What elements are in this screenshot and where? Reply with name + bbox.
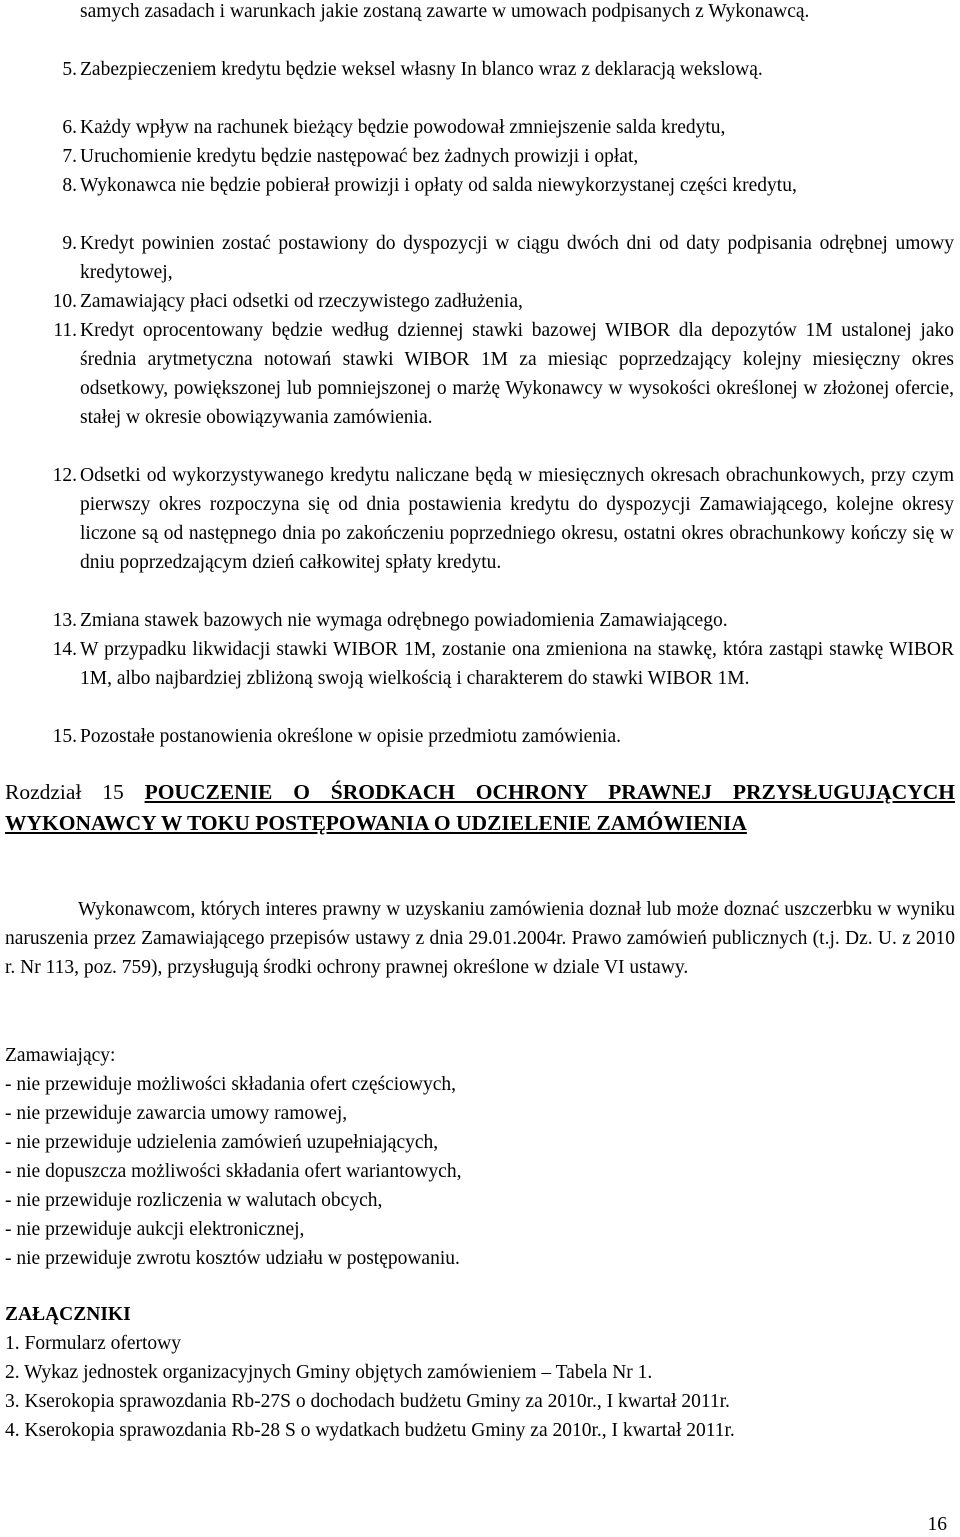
item-number: 9. — [62, 233, 77, 254]
item-text: Zamawiający płaci odsetki od rzeczywistego zadłużenia, — [80, 291, 523, 312]
item-number: 15. — [52, 726, 77, 747]
list-item — [0, 113, 960, 142]
item-text: Uruchomienie kredytu będzie następować bez żadnych prowizji i opłat, — [80, 146, 639, 167]
item-text: Każdy wpływ na rachunek bieżący będzie powodował zmniejszenie salda kredytu, — [80, 117, 726, 138]
item-text: Zmiana stawek bazowych nie wymaga odrębnego powiadomienia Zamawiającego. — [80, 610, 728, 631]
list-item: 3. Kserokopia sprawozdania Rb-27S o dochodach budżetu Gminy za 2010r., I kwartał 2011r. — [5, 1391, 730, 1412]
zamawiajacy-list — [5, 1070, 461, 1273]
list-item: 4. Kserokopia sprawozdania Rb-28 S o wydatkach budżetu Gminy za 2010r., I kwartał 2011r. — [5, 1420, 735, 1441]
item-number: 11. — [53, 320, 77, 341]
item-number: 12. — [52, 465, 77, 486]
continuation-text: samych zasadach i warunkach jakie zostaną zawarte w umowach podpisanych z Wykonawcą. — [80, 1, 810, 22]
list-item: - nie przewiduje aukcji elektronicznej, — [5, 1219, 305, 1240]
list-item: - nie przewiduje zawarcia umowy ramowej, — [5, 1103, 348, 1124]
item-text: Wykonawca nie będzie pobierał prowizji i opłaty od salda niewykorzystanej części kredytu, — [80, 175, 797, 196]
list-item — [0, 229, 960, 287]
list-item — [0, 142, 960, 171]
item-number: 5. — [62, 59, 77, 80]
list-item: - nie przewiduje rozliczenia w walutach obcych, — [5, 1190, 383, 1211]
item-number: 7. — [62, 146, 77, 167]
page-number: 16 — [927, 1514, 947, 1535]
item-text: Odsetki od wykorzystywanego kredytu naliczane będą w miesięcznych okresach obrachunkowych, przy czym pierwszy okres rozpoczyna się od dnia postawienia kredytu do dyspozycji Zamawiającego, kolejne okresy liczone są od następnego dnia po zakończeniu poprzedniego okresu, ostatni okres obrachunkowy kończy się w dniu poprzedzającym dzień całkowitej spłaty kredytu. — [80, 465, 954, 573]
item-number: 8. — [62, 175, 77, 196]
chapter-heading — [5, 777, 955, 839]
chapter-number: Rozdział 15 — [5, 780, 124, 804]
list-item: - nie dopuszcza możliwości składania ofert wariantowych, — [5, 1161, 462, 1182]
list-item — [0, 722, 960, 751]
item-number: 13. — [52, 610, 77, 631]
item-number: 6. — [62, 117, 77, 138]
zamawiajacy-heading: Zamawiający: — [5, 1045, 116, 1066]
list-item: - nie przewiduje zwrotu kosztów udziału w postępowaniu. — [5, 1248, 460, 1269]
item-number: 14. — [52, 639, 77, 660]
attachments-list — [5, 1329, 735, 1445]
list-item: - nie przewiduje udzielenia zamówień uzupełniających, — [5, 1132, 439, 1153]
legal-remedies-paragraph: Wykonawcom, których interes prawny w uzyskaniu zamówienia doznał lub może doznać uszczerbku w wyniku naruszenia przez Zamawiającego przepisów ustawy z dnia 29.01.2004r. Prawo zamówień publicznych (t.j. Dz. U. z 2010 r. Nr 113, poz. 759), przysługują środki ochrony prawnej określone w dziale VI ustawy. — [5, 899, 955, 978]
item-text: Zabezpieczeniem kredytu będzie weksel własny In blanco wraz z deklaracją wekslową. — [80, 59, 763, 80]
list-item — [0, 635, 960, 693]
list-item: 1. Formularz ofertowy — [5, 1333, 181, 1354]
item-text: Kredyt oprocentowany będzie według dziennej stawki bazowej WIBOR dla depozytów 1M ustalonej jako średnia arytmetyczna notowań stawki WIBOR 1M za miesiąc poprzedzający kolejny miesięczny okres odsetkowy, powiększonej lub pomniejszonej o marżę Wykonawcy w wysokości określonej w złożonej ofercie, stałej w okresie obowiązywania zamówienia. — [80, 320, 954, 428]
list-item — [0, 55, 960, 84]
list-item: - nie przewiduje możliwości składania ofert częściowych, — [5, 1074, 457, 1095]
chapter-title: POUCZENIE O ŚRODKACH OCHRONY PRAWNEJ PRZYSŁUGUJĄCYCH WYKONAWCY W TOKU POSTĘPOWANIA O UDZIELENIE ZAMÓWIENIA — [5, 780, 955, 835]
item-number: 10. — [52, 291, 77, 312]
list-item — [0, 171, 960, 200]
item-text: Kredyt powinien zostać postawiony do dyspozycji w ciągu dwóch dni od daty podpisania odrębnej umowy kredytowej, — [80, 233, 954, 283]
list-item — [0, 461, 960, 577]
item-text: Pozostałe postanowienia określone w opisie przedmiotu zamówienia. — [80, 726, 621, 747]
list-item — [0, 606, 960, 635]
list-item — [0, 287, 960, 316]
attachments-heading: ZAŁĄCZNIKI — [5, 1304, 131, 1325]
list-item — [0, 316, 960, 432]
list-item-continuation — [0, 0, 960, 26]
list-item: 2. Wykaz jednostek organizacyjnych Gminy objętych zamówieniem – Tabela Nr 1. — [5, 1362, 653, 1383]
item-text: W przypadku likwidacji stawki WIBOR 1M, zostanie ona zmieniona na stawkę, która zastąpi stawkę WIBOR 1M, albo najbardziej zbliżoną swoją wielkością i charakterem do stawki WIBOR 1M. — [80, 639, 954, 689]
